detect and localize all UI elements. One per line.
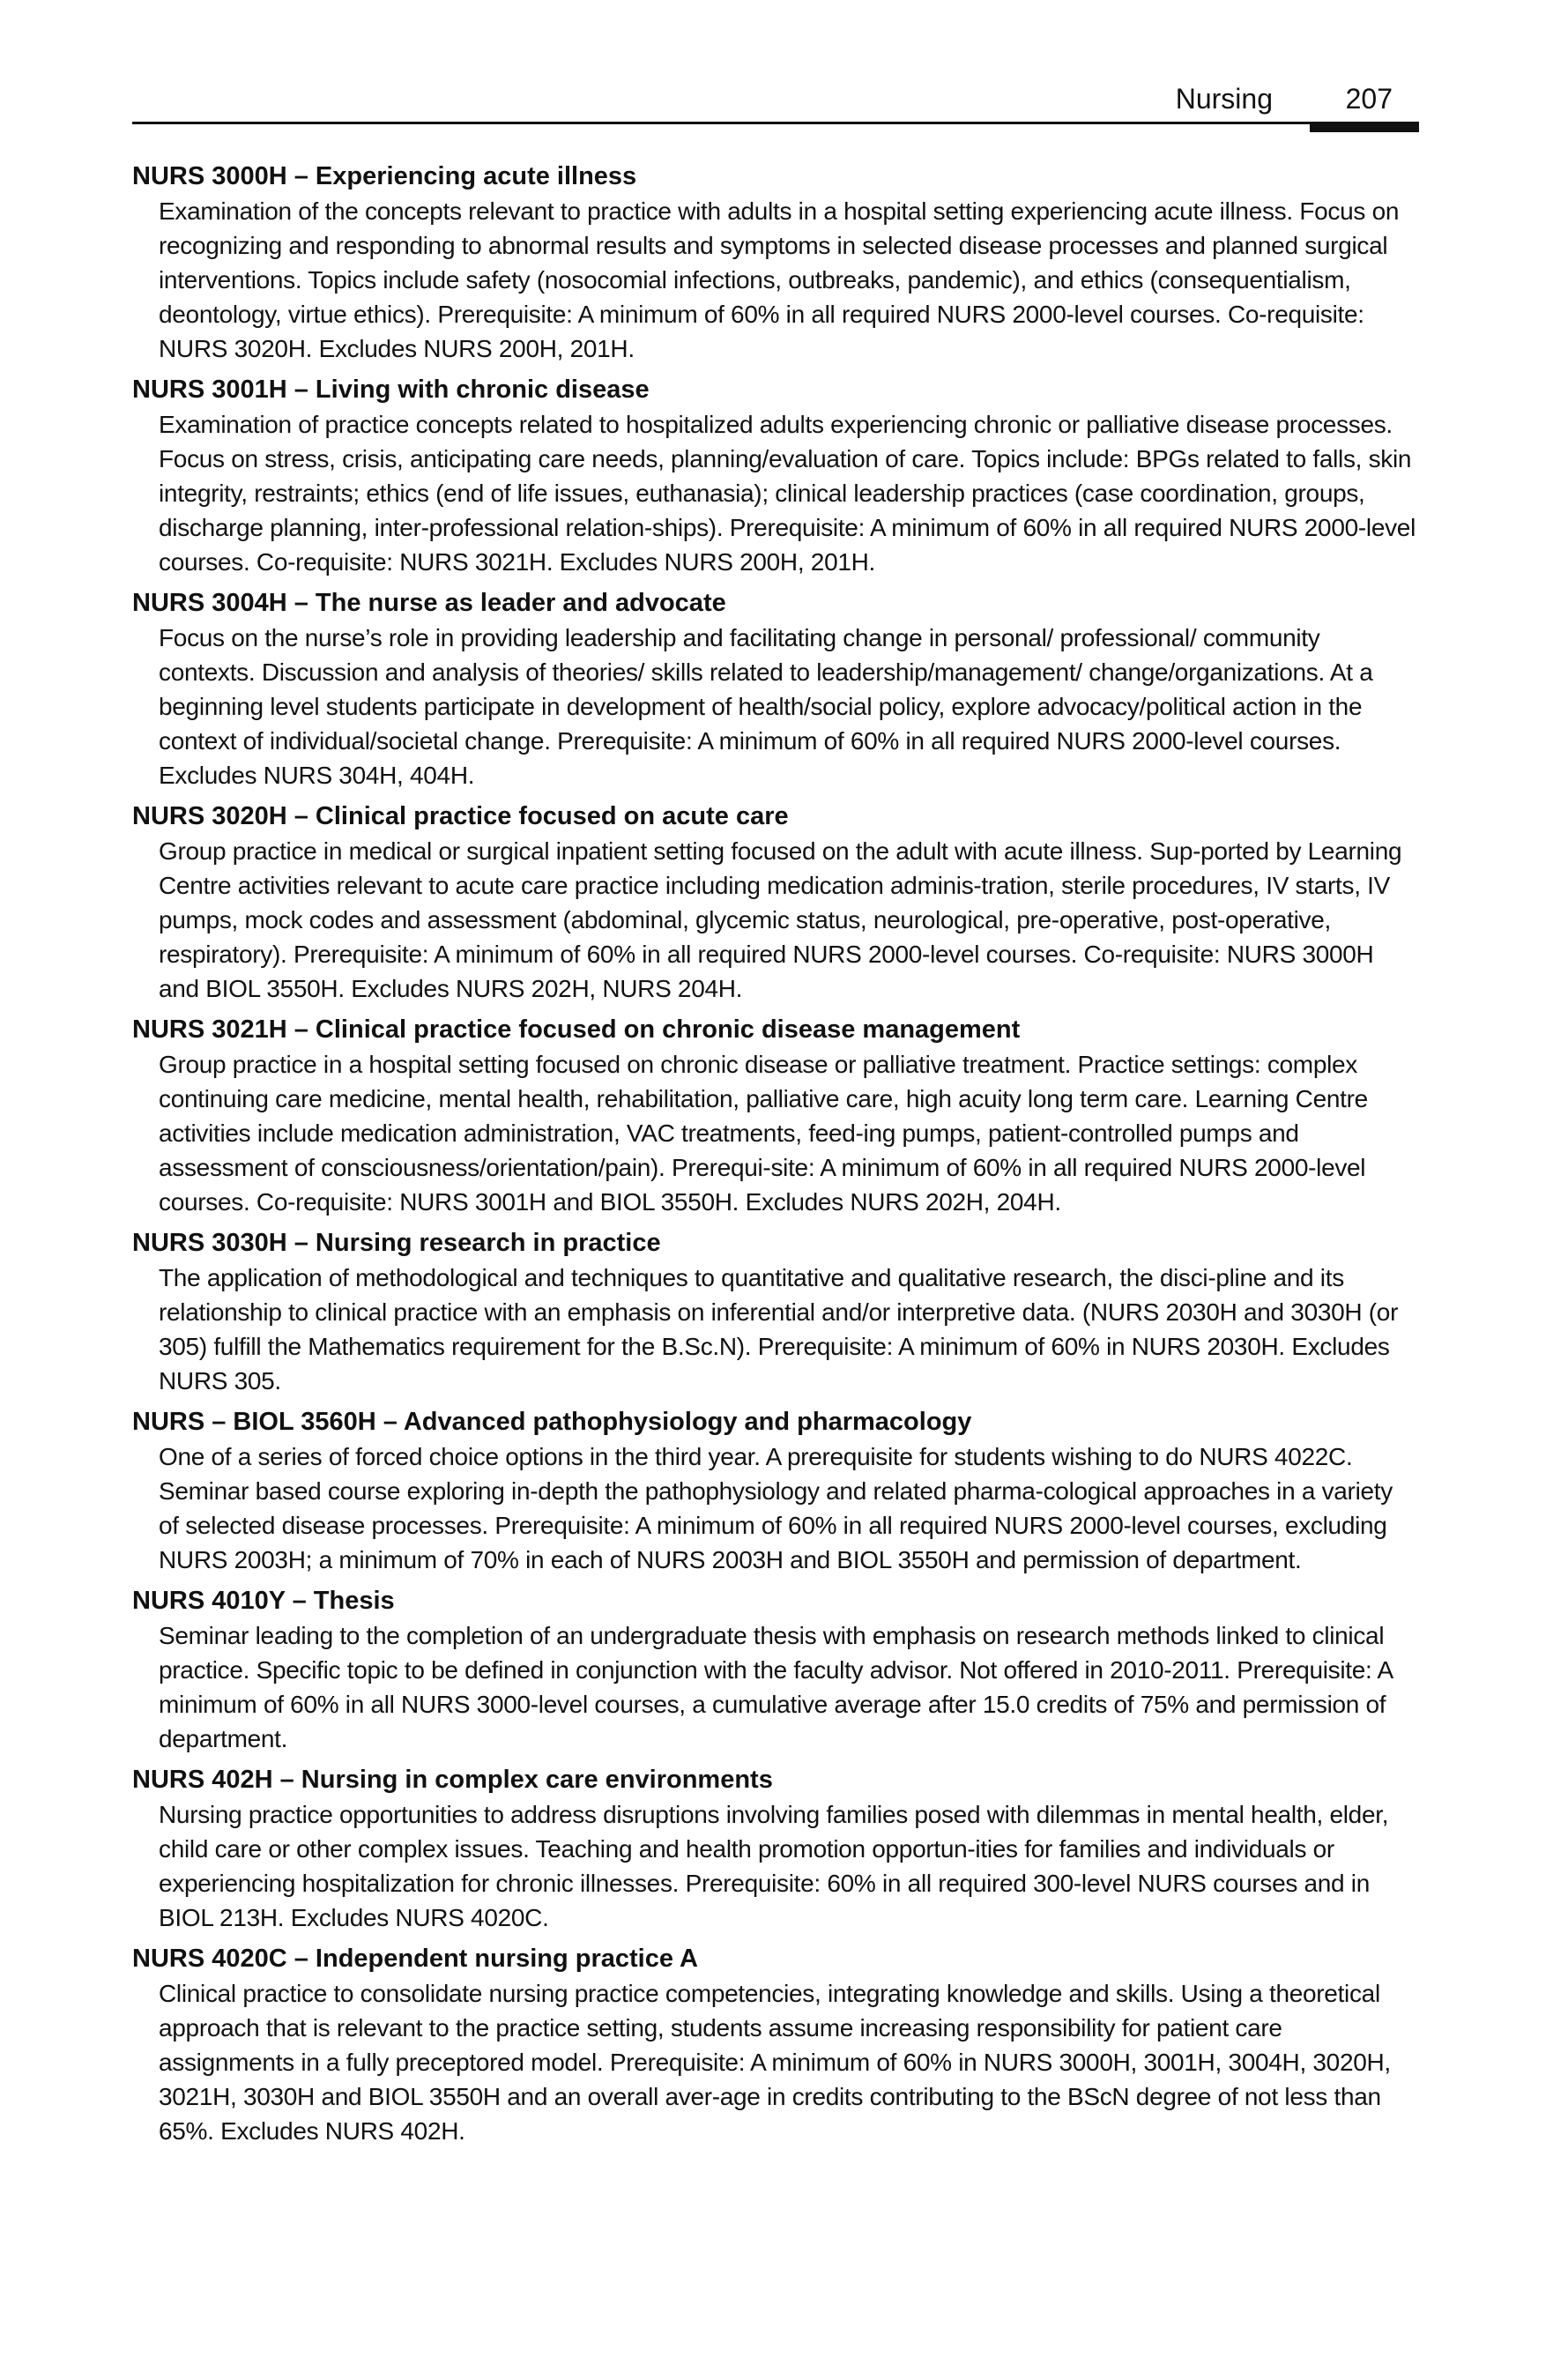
course-description: One of a series of forced choice options in the third year. A prerequisite for students wishing to do NURS 4022C. Seminar based course exploring in-depth the pathophysiology and related pharma-cological approaches in a variety of selected disease processes. Prerequisite: A minimum of 60% in all required NURS 2000-level courses, excluding NURS 2003H; a minimum of 70% in each of NURS 2003H and BIOL 3550H and permission of department. [159, 1443, 1393, 1573]
page-header [132, 78, 1419, 139]
running-head-section: Nursing [1175, 83, 1273, 115]
course-title: NURS – BIOL 3560H – Advanced pathophysiology and pharmacology [132, 1408, 972, 1436]
course-description: Focus on the nurse’s role in providing leadership and facilitating change in personal/ professional/ community contexts. Discussion and analysis of theories/ skills related to leadership/management/ change/organizations. At a beginning level students participate in development of health/social policy, explore advocacy/political action in the context of individual/societal change. Prerequisite: A minimum of 60% in all required NURS 2000-level courses. Excludes NURS 304H, 404H. [159, 624, 1373, 789]
course-description: Group practice in a hospital setting focused on chronic disease or palliative treatment. Practice settings: complex continuing care medicine, mental health, rehabilitation, palliative care, high acuity long term care. Learning Centre activities include medication administration, VAC treatments, feed-ing pumps, patient-controlled pumps and assessment of consciousness/orientation/pain). Prerequi-site: A minimum of 60% in all required NURS 2000-level courses. Co-requisite: NURS 3001H and BIOL 3550H. Excludes NURS 202H, 204H. [159, 1051, 1368, 1216]
course-entry [132, 1225, 1419, 1398]
course-description: Seminar leading to the completion of an undergraduate thesis with emphasis on research methods linked to clinical practice. Specific topic to be defined in conjunction with the faculty advisor. Not offered in 2010-2011. Prerequisite: A minimum of 60% in all NURS 3000-level courses, a cumulative average after 15.0 credits of 75% and permission of department. [159, 1622, 1393, 1752]
course-entry [132, 585, 1419, 792]
course-title: NURS 3020H – Clinical practice focused on acute care [132, 802, 789, 830]
course-list [132, 159, 1419, 2154]
course-description: Clinical practice to consolidate nursing practice competencies, integrating knowledge and skills. Using a theoretical approach that is relevant to the practice setting, students assume increasing responsibility for patient care assignments in a fully preceptored model. Prerequisite: A minimum of 60% in NURS 3000H, 3001H, 3004H, 3020H, 3021H, 3030H and BIOL 3550H and an overall aver-age in credits contributing to the BScN degree of not less than 65%. Excludes NURS 402H. [159, 1980, 1391, 2145]
course-description: The application of methodological and techniques to quantitative and qualitative research, the disci-pline and its relationship to clinical practice with an emphasis on inferential and/or interpretive data. (NURS 2030H and 3030H (or 305) fulfill the Mathematics requirement for the B.Sc.N). Prerequisite: A minimum of 60% in NURS 2030H. Excludes NURS 305. [159, 1264, 1399, 1395]
course-entry [132, 799, 1419, 1006]
header-rule [132, 122, 1419, 124]
course-description: Examination of practice concepts related to hospitalized adults experiencing chronic or palliative disease processes. Focus on stress, crisis, anticipating care needs, planning/evaluation of care. Topics include: BPGs related to falls, skin integrity, restraints; ethics (end of life issues, euthanasia); clinical leadership practices (case coordination, groups, discharge planning, inter-professional relation-ships). Prerequisite: A minimum of 60% in all required NURS 2000-level courses. Co-requisite: NURS 3021H. Excludes NURS 200H, 201H. [159, 411, 1416, 576]
header-tab-bar [1310, 122, 1419, 132]
course-description: Examination of the concepts relevant to practice with adults in a hospital setting experiencing acute illness. Focus on recognizing and responding to abnormal results and symptoms in selected disease processes and planned surgical interventions. Topics include safety (nosocomial infections, outbreaks, pandemic), and ethics (consequentialism, deontology, virtue ethics). Prerequisite: A minimum of 60% in all required NURS 2000-level courses. Co-requisite: NURS 3020H. Excludes NURS 200H, 201H. [159, 197, 1400, 362]
course-title: NURS 3004H – The nurse as leader and advocate [132, 589, 726, 617]
course-entry [132, 1012, 1419, 1219]
course-entry [132, 1941, 1419, 2148]
course-entry [132, 372, 1419, 579]
course-description: Group practice in medical or surgical inpatient setting focused on the adult with acute illness. Sup-ported by Learning Centre activities relevant to acute care practice including medication adminis-tration, sterile procedures, IV starts, IV pumps, mock codes and assessment (abdominal, glycemic status, neurological, pre-operative, post-operative, respiratory). Prerequisite: A minimum of 60% in all required NURS 2000-level courses. Co-requisite: NURS 3000H and BIOL 3550H. Excludes NURS 202H, NURS 204H. [159, 837, 1402, 1002]
course-title: NURS 3000H – Experiencing acute illness [132, 162, 637, 190]
course-title: NURS 3021H – Clinical practice focused on chronic disease management [132, 1015, 1021, 1044]
course-title: NURS 3030H – Nursing research in practice [132, 1229, 661, 1257]
course-title: NURS 4020C – Independent nursing practice A [132, 1945, 698, 1973]
course-title: NURS 3001H – Living with chronic disease [132, 376, 650, 404]
course-entry [132, 159, 1419, 366]
course-entry [132, 1762, 1419, 1935]
course-title: NURS 402H – Nursing in complex care environments [132, 1766, 773, 1794]
course-title: NURS 4010Y – Thesis [132, 1587, 395, 1615]
course-description: Nursing practice opportunities to address disruptions involving families posed with dilemmas in mental health, elder, child care or other complex issues. Teaching and health promotion opportun-ities for families and individuals or experiencing hospitalization for chronic illnesses. Prerequisite: 60% in all required 300-level NURS courses and in BIOL 213H. Excludes NURS 4020C. [159, 1801, 1389, 1931]
course-entry [132, 1583, 1419, 1756]
page-number: 207 [1345, 83, 1393, 115]
course-entry [132, 1404, 1419, 1577]
